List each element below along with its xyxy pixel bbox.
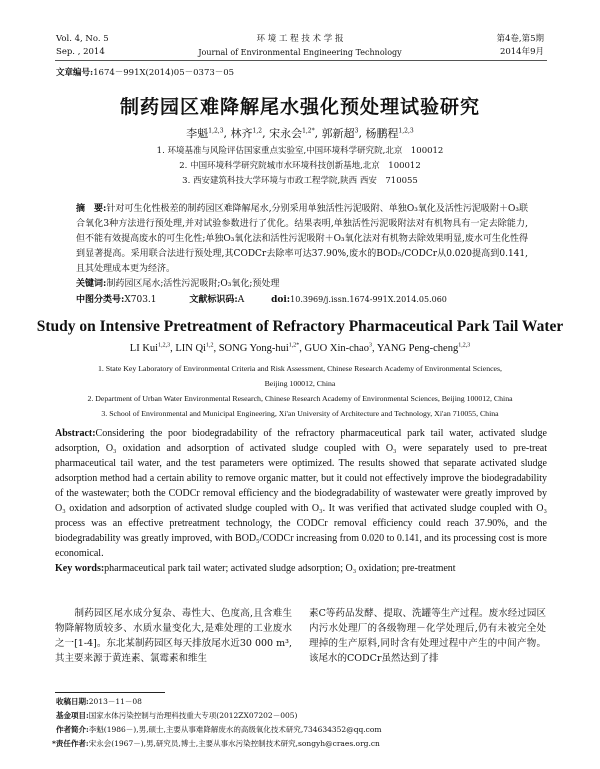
authors-zh: 李魁$^{1,2,3}$, 林齐$^{1,2}$, 宋永会$^{1,2*}$, 郭新超$^3$, 杨鹏程$^{1,2,3}$ xyxy=(186,127,414,140)
footnote-text: 国家水体污染控制与治理科技重大专项(2012ZX07202－005) xyxy=(88,711,298,720)
doc-label: 文献标识码: xyxy=(189,295,238,305)
footnote xyxy=(52,737,556,751)
author-sup: 1,2* xyxy=(288,342,300,349)
doi-label: doi: xyxy=(271,295,291,305)
volume-en: Vol. 4, No. 5 xyxy=(56,34,109,44)
body-column-left: 制药园区尾水成分复杂、毒性大、色度高,且含难生物降解物质较多、水质水量变化大,是难处理的工业废水之一[1-4]。东北某制药园区每天排放尾水近30 000 m³,其主要来源于黄连素、氯霉素和维生 xyxy=(55,608,292,664)
footnote-label: 收稿日期: xyxy=(56,697,89,706)
keywords-en-label: Key words: xyxy=(55,563,105,574)
keywords-en-text: pharmaceutical park tail water; activated sludge adsorption; O₃ oxidation; pre-treatment xyxy=(104,563,456,574)
affiliations-zh xyxy=(0,144,600,189)
abstract-en xyxy=(55,426,547,561)
affiliation: 1. State Key Laboratory of Environmental Criteria and Risk Assessment, Chinese Research Academy of Environmental Sciences, xyxy=(97,364,503,373)
abstract-zh-section xyxy=(76,202,528,308)
header-rule xyxy=(55,60,547,61)
abstract-zh-label: 摘 要: xyxy=(76,204,107,214)
doc-value: A xyxy=(237,295,245,305)
article-number-value: 1674－991X(2014)05－0373－05 xyxy=(93,68,235,78)
title-zh: 制药园区难降解尾水强化预处理试验研究 xyxy=(119,96,480,118)
abstract-zh-text: 针对可生化性极差的制药园区难降解尾水,分别采用单独活性污泥吸附、单独O₃氧化及活性污泥吸附＋O₃联合氧化3种方法进行预处理,并对试验参数进行了优化。结果表明,单独活性污泥吸附法对有机物具有一定去除能力,但不能有效提高废水的可生化性;单独O₃氧化法和活性污泥吸附＋O₃氧化法对有机物去除效果明显,废水可生化性得到显著提高。采用联合法进行预处理,其CODCr去除率可达37.90%,废水的BOD₅/CODCr从0.020提高到0.141,且其处理成本更为经济。 xyxy=(76,204,528,274)
affiliations-en xyxy=(40,361,560,421)
author: 宋永会 xyxy=(269,127,303,140)
author: 杨鹏程 xyxy=(365,127,399,140)
footnote xyxy=(56,709,556,723)
author: GUO Xin-chao xyxy=(304,343,369,354)
class-label: 中图分类号: xyxy=(76,295,125,305)
doi-value: 10.3969/j.issn.1674-991X.2014.05.060 xyxy=(290,295,447,304)
header-right xyxy=(496,33,544,59)
author-sup: 1,2,3 xyxy=(158,342,171,349)
date-zh: 2014年9月 xyxy=(499,47,544,57)
author: YANG Peng-cheng xyxy=(376,343,459,354)
article-number-label: 文章编号: xyxy=(56,68,94,78)
footnote-text: 2013－11－08 xyxy=(88,697,142,706)
keywords-en xyxy=(55,561,547,576)
footnote xyxy=(56,723,556,737)
author-sup: 3 xyxy=(368,342,372,349)
header-left xyxy=(56,33,109,59)
affiliation: 3. 西安建筑科技大学环境与市政工程学院,陕西 西安 710055 xyxy=(182,176,418,186)
footnote xyxy=(56,695,556,709)
footnote-label: 作者简介: xyxy=(56,725,89,734)
footnote-text: 宋永会(1967－),男,研究员,博士,主要从事水污染控制技术研究,songyh@craes.org.cn xyxy=(88,739,380,748)
author: SONG Yong-hui xyxy=(218,343,289,354)
affiliation: 2. Department of Urban Water Environmental Research, Chinese Research Academy of Environmental Sciences, Beijing 100012, China xyxy=(87,394,513,403)
volume-zh: 第4卷,第5期 xyxy=(496,34,544,44)
author-sup: 1,2,3 xyxy=(458,342,471,349)
author-sup: 1,2 xyxy=(205,342,214,349)
author-sup: 1,2 xyxy=(252,127,263,135)
journal-zh: 环 境 工 程 技 术 学 报 xyxy=(256,34,344,44)
keywords-zh-text: 制药园区尾水;活性污泥吸附;O₃氧化;预处理 xyxy=(106,279,280,289)
abstract-en-section xyxy=(55,426,547,576)
affiliation: 1. 环境基准与风险评估国家重点实验室,中国环境科学研究院,北京 100012 xyxy=(156,146,444,156)
class-value: X703.1 xyxy=(124,295,157,305)
author: 郭新超 xyxy=(321,127,355,140)
affiliation: 2. 中国环境科学研究院城市水环境科技创新基地,北京 100012 xyxy=(179,161,421,171)
author-sup: 1,2,3 xyxy=(208,127,224,135)
affiliation: Beijing 100012, China xyxy=(264,379,336,388)
abstract-zh xyxy=(76,202,528,277)
abstract-en-label: Abstract: xyxy=(55,428,96,439)
author: LIN Qi xyxy=(175,343,206,354)
title-en: Study on Intensive Pretreatment of Refractory Pharmaceutical Park Tail Water xyxy=(36,318,564,335)
affiliation: 3. School of Environmental and Municipal Engineering, Xi'an University of Architecture and Technology, Xi'an 710055, China xyxy=(101,409,499,418)
date-en: Sep. , 2014 xyxy=(56,47,105,57)
author: LI Kui xyxy=(129,343,159,354)
author-sup: 3 xyxy=(354,127,359,135)
header-center xyxy=(150,33,450,59)
footnote-label: *责任作者: xyxy=(52,739,89,748)
authors-en: LI Kui$^{1,2,3}$, LIN Qi$^{1,2}$, SONG Yong-hui$^{1,2*}$, GUO Xin-chao$^3$, YANG Peng-cheng$^{1,2,3}$ xyxy=(129,342,471,354)
author: 李魁 xyxy=(186,127,209,140)
author-sup: 1,2* xyxy=(302,127,315,135)
classification xyxy=(76,292,528,308)
keywords-zh-label: 关键词: xyxy=(76,279,107,289)
footnote-text: 李魁(1986－),男,硕士,主要从事难降解废水的高级氧化技术研究,734634352@qq.com xyxy=(88,725,382,734)
footnote-label: 基金项目: xyxy=(56,711,89,720)
journal-en: Journal of Environmental Engineering Technology xyxy=(198,48,402,57)
article-number xyxy=(56,66,234,81)
body-column-right: 素C等药品发酵、提取、洗罐等生产过程。废水经过园区内污水处理厂的各级物理－化学处理后,仍有未被完全处理掉的生产原料,同时含有处理过程中产生的中间产物。该尾水的CODCr虽然达到了排 xyxy=(309,608,546,664)
abstract-en-text: Considering the poor biodegradability of the refractory pharmaceutical park tail water, activated sludge adsorption, O₃ oxidation and adsorption of activated sludge coupled with O₃ were separately used to pre-treat pharmaceutical tail water, and the test parameters were optimized. The results showed that separate activated sludge adsorption method had a certain ability to remove organic matter, but it could not effectively improve the biodegradability of the wastewater; both the CODCr removal efficiency and the biodegradability of wastewater were greatly improved by O₃ oxidation and adsorption of activated sludge coupled with O₃. It was verified that activated sludge coupled with O₃ process was an effective pretreatment technology, the CODCr removal efficiency could reach 37.90%, and the biodegradability was greatly improved, with BOD₅/CODCr increasing from 0.020 to 0.141, and its processing cost is more economical. xyxy=(55,428,547,559)
footnotes xyxy=(52,695,556,751)
keywords-zh xyxy=(76,277,528,292)
author-sup: 1,2,3 xyxy=(398,127,414,135)
footnote-rule xyxy=(55,692,165,693)
author: 林齐 xyxy=(230,127,253,140)
